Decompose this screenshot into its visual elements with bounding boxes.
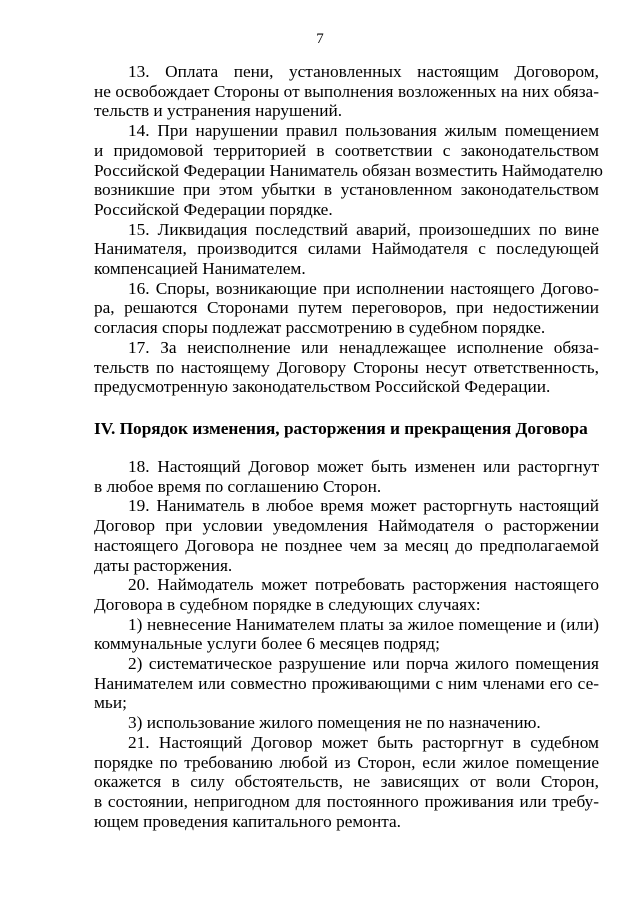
clause-13-line: 13. Оплата пени, установленных настоящим Договором, [128, 62, 599, 81]
clause-20-item-2-line: мьи; [94, 693, 127, 713]
clause-18-line: в любое время по соглашению Сторон. [94, 476, 382, 496]
clause-15-line: компенсацией Нанимателем. [94, 259, 306, 279]
clause-20-item-1-line: 1) невнесение Нанимателем платы за жилое помещение и (или) [128, 614, 599, 634]
clause-14-line: Российской Федерации Наниматель обязан возместить Наймодателю [94, 160, 603, 180]
clause-20-item-3-line: 3) использование жилого помещения не по назначению. [128, 713, 541, 733]
clause-21-line: в состоянии, непригодном для постоянного проживания или требу- [94, 791, 599, 811]
clause-16-line: согласия споры подлежат рассмотрению в судебном порядке. [94, 318, 546, 338]
clause-18-line: 18. Настоящий Договор может быть изменен или расторгнут [128, 457, 599, 476]
clause-20-item-2-line: Нанимателем или совместно проживающими с ним членами его се- [94, 673, 599, 693]
clause-16-line: 16. Споры, возникающие при исполнении настоящего Догово- [128, 278, 599, 298]
clause-20-line: 20. Наймодатель может потребовать расторжения настоящего [128, 575, 599, 595]
clause-15-line: 15. Ликвидация последствий аварий, произошедших по вине [128, 219, 599, 239]
clause-21-line: порядке по требованию любой из Сторон, если жилое помещение [94, 752, 599, 772]
clause-19-line: даты расторжения. [94, 555, 233, 575]
clause-17-line: 17. За неисполнение или ненадлежащее исполнение обяза- [128, 337, 599, 357]
clause-19-line: 19. Наниматель в любое время может расторгнуть настоящий [128, 496, 599, 516]
clause-21-line: ющем проведения капитального ремонта. [94, 811, 401, 831]
clauses-18-21 [94, 457, 599, 831]
clause-21-line: окажется в силу обстоятельств, не зависящих от воли Сторон, [94, 772, 599, 792]
clause-15-line: Нанимателя, производится силами Наймодателя с последующей [94, 239, 599, 259]
clause-19-line: настоящего Договора не позднее чем за месяц до предполагаемой [94, 535, 599, 555]
clause-13-line: не освобождает Стороны от выполнения возложенных на них обяза- [94, 81, 599, 101]
clause-20-item-1-line: коммунальные услуги более 6 месяцев подряд; [94, 634, 440, 654]
page-number: 7 [316, 31, 324, 47]
clause-14-line: Российской Федерации порядке. [94, 199, 333, 219]
clause-20-item-2-line: 2) систематическое разрушение или порча жилого помещения [128, 654, 599, 674]
clause-19-line: Договор при условии уведомления Наймодателя о расторжении [94, 516, 599, 536]
clause-13-line: тельств и устранения нарушений. [94, 101, 343, 121]
clause-14-line: 14. При нарушении правил пользования жилым помещением [128, 121, 599, 141]
clause-16-line: ра, решаются Сторонами путем переговоров, при недостижении [94, 298, 599, 318]
clauses-13-17 [94, 62, 603, 397]
clause-20-line: Договора в судебном порядке в следующих случаях: [94, 594, 481, 614]
clause-14-line: и придомовой территорией в соответствии с законодательством [94, 140, 599, 160]
section-heading: IV. Порядок изменения, расторжения и прекращения Договора [94, 419, 588, 438]
clause-14-line: возникшие при этом убытки в установленном законодательством [94, 180, 599, 200]
clause-17-line: предусмотренную законодательством Российской Федерации. [94, 377, 551, 397]
clause-21-line: 21. Настоящий Договор может быть расторгнут в судебном [128, 732, 599, 752]
clause-17-line: тельств по настоящему Договору Стороны несут ответственность, [94, 357, 599, 377]
